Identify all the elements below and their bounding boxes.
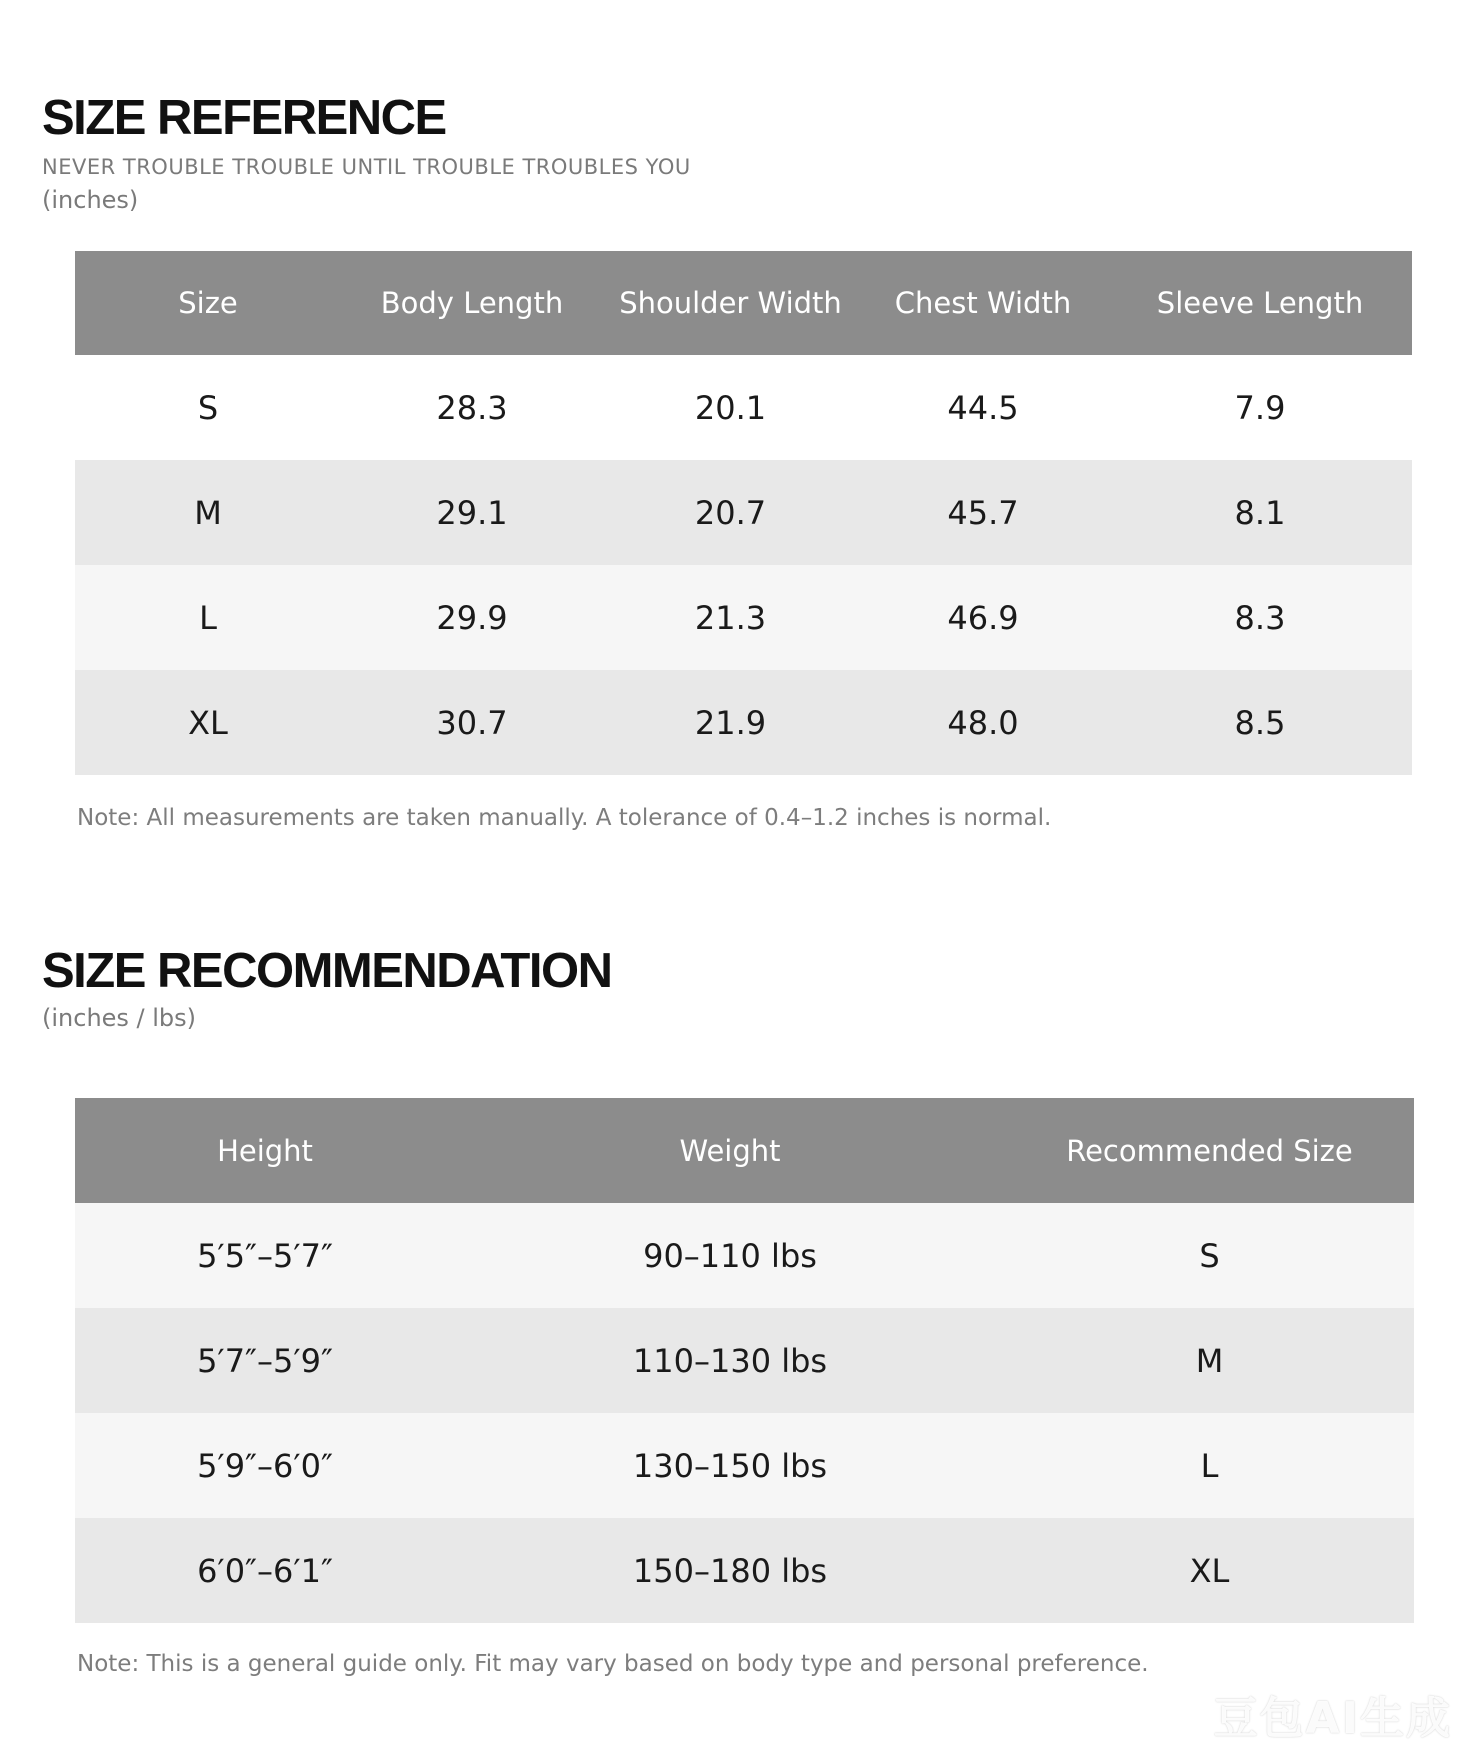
table-row: [75, 1518, 1414, 1623]
chest-width-cell: 44.5: [947, 388, 1019, 427]
weight-cell: 130–150 lbs: [632, 1446, 828, 1485]
size-cell: S: [197, 388, 219, 427]
size-reference-units: (inches): [42, 186, 139, 214]
shoulder-width-cell: 20.7: [694, 493, 767, 532]
body-length-cell: 30.7: [436, 703, 508, 742]
body-length-cell: 29.9: [436, 598, 508, 637]
height-cell: 6′0″–6′1″: [197, 1551, 333, 1590]
column-header-recommended-size: Recommended Size: [1066, 1133, 1353, 1168]
column-header-sleeve-length: Sleeve Length: [1156, 286, 1364, 320]
column-header-body-length: Body Length: [380, 286, 564, 320]
sleeve-length-cell: 8.3: [1234, 598, 1286, 637]
table-row: [75, 670, 1412, 775]
sleeve-length-cell: 8.1: [1234, 493, 1286, 532]
height-cell: 5′5″–5′7″: [197, 1236, 333, 1275]
table-row: [75, 1308, 1414, 1413]
recommended-size-cell: L: [1200, 1446, 1219, 1485]
column-header-weight: Weight: [679, 1133, 781, 1168]
table-header-row: [75, 251, 1412, 355]
chest-width-cell: 45.7: [947, 493, 1019, 532]
table-row: [75, 565, 1412, 670]
body-length-cell: 28.3: [436, 388, 508, 427]
chest-width-cell: 46.9: [947, 598, 1019, 637]
height-cell: 5′9″–6′0″: [197, 1446, 333, 1485]
chest-width-cell: 48.0: [947, 703, 1019, 742]
sleeve-length-cell: 7.9: [1234, 388, 1286, 427]
table-row: [75, 460, 1412, 565]
size-cell: M: [194, 493, 222, 532]
table-row: [75, 1413, 1414, 1518]
watermark: 豆包AI生成: [1213, 1693, 1452, 1744]
weight-cell: 90–110 lbs: [643, 1236, 817, 1275]
table-header-row: [75, 1098, 1414, 1203]
sleeve-length-cell: 8.5: [1234, 703, 1286, 742]
column-header-chest-width: Chest Width: [894, 286, 1072, 320]
column-header-size: Size: [178, 286, 238, 320]
size-cell: L: [199, 598, 217, 637]
shoulder-width-cell: 21.3: [694, 598, 767, 637]
size-reference-title: SIZE REFERENCE: [42, 91, 446, 145]
size-recommendation-note: Note: This is a general guide only. Fit may vary based on body type and personal preference.: [77, 1651, 1149, 1677]
size-reference-subtitle: NEVER TROUBLE TROUBLE UNTIL TROUBLE TROUBLES YOU: [42, 155, 691, 179]
column-header-height: Height: [217, 1133, 313, 1168]
table-row: [75, 355, 1412, 460]
shoulder-width-cell: 20.1: [694, 388, 767, 427]
size-recommendation-title: SIZE RECOMMENDATION: [42, 944, 612, 998]
weight-cell: 110–130 lbs: [632, 1341, 828, 1380]
size-recommendation-table: [75, 1098, 1414, 1623]
table-row: [75, 1203, 1414, 1308]
recommended-size-cell: M: [1195, 1341, 1224, 1380]
shoulder-width-cell: 21.9: [694, 703, 767, 742]
size-cell: XL: [188, 703, 228, 742]
recommended-size-cell: XL: [1189, 1551, 1230, 1590]
body-length-cell: 29.1: [436, 493, 508, 532]
size-recommendation-units: (inches / lbs): [42, 1004, 197, 1032]
height-cell: 5′7″–5′9″: [197, 1341, 333, 1380]
recommended-size-cell: S: [1199, 1236, 1220, 1275]
column-header-shoulder-width: Shoulder Width: [619, 286, 842, 320]
weight-cell: 150–180 lbs: [632, 1551, 828, 1590]
size-reference-table: [75, 251, 1412, 775]
size-reference-note: Note: All measurements are taken manually. A tolerance of 0.4–1.2 inches is normal.: [77, 805, 1052, 831]
